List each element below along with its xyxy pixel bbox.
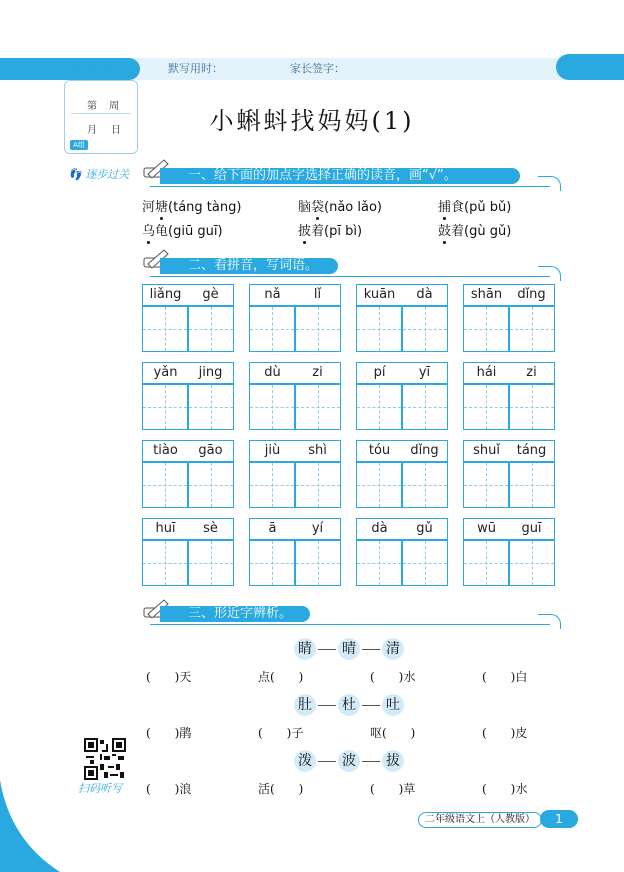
answer-blank[interactable]: ( )白 [482, 670, 528, 684]
answer-blank[interactable]: 活( ) [258, 782, 304, 796]
pinyin-syllable: ā [268, 521, 277, 536]
char-circle: 拔 [382, 750, 404, 772]
page-number: 1 [540, 810, 578, 828]
pinyin-row [463, 362, 555, 384]
book-label: 二年级语文上（人教版） [418, 812, 542, 828]
char-circle: 晴 [338, 638, 360, 660]
answer-blank[interactable]: ( )皮 [482, 726, 528, 740]
writing-box[interactable] [188, 462, 234, 508]
writing-box[interactable] [463, 540, 509, 586]
week-suffix: 周 [109, 101, 119, 112]
ring-dot [102, 66, 109, 73]
writing-box[interactable] [295, 462, 341, 508]
pinyin-row [356, 362, 448, 384]
char-circle: 泼 [294, 750, 316, 772]
pinyin-row [142, 362, 234, 384]
qr-code-icon[interactable] [84, 738, 126, 780]
pronunciation-item: 乌龟(giū guī) [142, 224, 223, 239]
writing-box[interactable] [402, 306, 448, 352]
pinyin-row [463, 440, 555, 462]
pinyin-syllable: shuǐ [473, 443, 500, 458]
writing-box[interactable] [509, 462, 555, 508]
pinyin-syllable: jing [198, 365, 223, 380]
pinyin-syllable: zi [526, 365, 537, 380]
pinyin-group [249, 518, 341, 590]
char-circle: 杜 [338, 694, 360, 716]
writing-box[interactable] [356, 306, 402, 352]
pinyin-group [356, 284, 448, 356]
writing-box[interactable] [509, 540, 555, 586]
writing-box[interactable] [356, 384, 402, 430]
char-circle: 睛 [294, 638, 316, 660]
similar-chars-row [294, 750, 404, 772]
char-circle: 吐 [382, 694, 404, 716]
char-circle: 波 [338, 750, 360, 772]
section2-rule [150, 276, 550, 278]
writing-box[interactable] [463, 306, 509, 352]
pinyin-group [463, 440, 555, 512]
pinyin-row [142, 440, 234, 462]
ring-dot [117, 66, 124, 73]
side-label [68, 166, 129, 182]
pinyin-syllable: sè [203, 521, 218, 536]
dotted-char: 披 [298, 224, 312, 239]
page-title: 小蝌蚪找妈妈(1) [209, 107, 415, 135]
section3-heading: 三、形近字辨析。 [160, 606, 310, 622]
pinyin-syllable: dǐng [410, 443, 439, 458]
answer-blank[interactable]: ( )天 [146, 670, 192, 684]
pronunciation-item: 捕食(pǔ bǔ) [438, 200, 512, 215]
section1-heading: 一、给下面的加点字选择正确的读音，画“√”。 [160, 168, 520, 184]
similar-chars-row [294, 638, 404, 660]
pinyin-group [356, 440, 448, 512]
pinyin-syllable: dù [264, 365, 281, 380]
pinyin-syllable: yí [311, 521, 324, 536]
pinyin-choice[interactable]: (táng tàng) [168, 200, 242, 215]
top-band-right-tab [556, 54, 624, 80]
writing-box[interactable] [142, 462, 188, 508]
answer-blank[interactable]: ( )子 [258, 726, 304, 740]
answer-blank[interactable]: ( )鹃 [146, 726, 192, 740]
pinyin-syllable: shì [308, 443, 327, 458]
pinyin-group [463, 362, 555, 434]
writing-box[interactable] [295, 306, 341, 352]
writing-box[interactable] [356, 462, 402, 508]
writing-box[interactable] [295, 384, 341, 430]
pinyin-group [249, 440, 341, 512]
writing-box[interactable] [249, 462, 295, 508]
writing-box[interactable] [356, 540, 402, 586]
section2-curve [538, 266, 561, 281]
pinyin-syllable: nǎ [264, 287, 281, 302]
writing-box[interactable] [188, 306, 234, 352]
pinyin-syllable: zi [312, 365, 323, 380]
pinyin-syllable: tóu [368, 443, 391, 458]
writing-box[interactable] [142, 540, 188, 586]
time-label: 默写用时： [168, 62, 223, 75]
pinyin-choice[interactable]: (nǎo lǎo) [324, 200, 382, 215]
pinyin-syllable: shān [470, 287, 503, 302]
pinyin-row [356, 518, 448, 540]
dotted-char: 乌 [142, 224, 156, 239]
pinyin-syllable: huī [155, 521, 176, 536]
pronunciation-item: 脑袋(nǎo lǎo) [298, 200, 382, 215]
answer-blank[interactable]: ( )水 [370, 670, 416, 684]
pinyin-choice[interactable]: (giū guī) [168, 224, 223, 239]
writing-box[interactable] [142, 306, 188, 352]
pinyin-syllable: lǐ [313, 287, 322, 302]
pinyin-syllable: wū [477, 521, 496, 536]
pinyin-syllable: dà [416, 287, 433, 302]
writing-box[interactable] [295, 540, 341, 586]
pinyin-group [142, 284, 234, 356]
pinyin-syllable: gāo [198, 443, 223, 458]
char-circle: 清 [382, 638, 404, 660]
month-label: 月 [87, 125, 97, 136]
pronunciation-item: 鼓着(gù gǔ) [438, 224, 512, 239]
signature-label: 家长签字： [290, 62, 345, 75]
writing-box[interactable] [188, 384, 234, 430]
writing-box[interactable] [249, 384, 295, 430]
char-circle: 肚 [294, 694, 316, 716]
pinyin-syllable: gè [202, 287, 219, 302]
ring-dot [87, 66, 94, 73]
pinyin-row [463, 518, 555, 540]
writing-box[interactable] [463, 462, 509, 508]
pinyin-row [249, 440, 341, 462]
pinyin-group [142, 440, 234, 512]
answer-blank[interactable]: 点( ) [258, 670, 304, 684]
writing-box[interactable] [402, 540, 448, 586]
writing-box[interactable] [463, 384, 509, 430]
answer-blank[interactable]: ( )水 [482, 782, 528, 796]
pinyin-syllable: dǐng [517, 287, 546, 302]
writing-box[interactable] [142, 384, 188, 430]
pinyin-row [463, 284, 555, 306]
pinyin-choice[interactable]: (pī bì) [324, 224, 363, 239]
section1-curve [538, 176, 561, 191]
section3-rule [150, 624, 550, 626]
writing-box[interactable] [402, 462, 448, 508]
pinyin-syllable: táng [516, 443, 547, 458]
pinyin-syllable: jiù [264, 443, 281, 458]
pinyin-syllable: gǔ [416, 521, 433, 536]
pinyin-row [249, 362, 341, 384]
pinyin-group [356, 362, 448, 434]
pinyin-syllable: kuān [363, 287, 396, 302]
pinyin-group [463, 284, 555, 356]
pinyin-row [356, 284, 448, 306]
pinyin-row [249, 518, 341, 540]
week-prefix: 第 [87, 101, 97, 112]
pinyin-group [249, 284, 341, 356]
pronunciation-item: 河塘(táng tàng) [142, 200, 242, 215]
writing-box[interactable] [188, 540, 234, 586]
pinyin-syllable: hái [476, 365, 497, 380]
pinyin-syllable: liǎng [149, 287, 182, 302]
day-label: 日 [111, 125, 121, 136]
pinyin-syllable: yī [418, 365, 431, 380]
similar-chars-row [294, 694, 404, 716]
pinyin-group [249, 362, 341, 434]
pinyin-syllable: yǎn [153, 365, 178, 380]
group-badge: A组 [70, 140, 88, 150]
answer-blank[interactable]: ( )浪 [146, 782, 192, 796]
pinyin-row [142, 284, 234, 306]
footprint-icon: 👣 [68, 168, 82, 181]
pinyin-group [463, 518, 555, 590]
pinyin-row [249, 284, 341, 306]
pinyin-group [142, 362, 234, 434]
answer-blank[interactable]: 呕( ) [370, 726, 416, 740]
section3-curve [538, 614, 561, 629]
pinyin-syllable: pí [373, 365, 386, 380]
qr-caption: 扫码听写 [78, 782, 122, 795]
pinyin-syllable: dà [371, 521, 388, 536]
pinyin-syllable: guī [521, 521, 542, 536]
pinyin-group [356, 518, 448, 590]
pinyin-choice[interactable]: (gù gǔ) [464, 224, 512, 239]
pinyin-row [356, 440, 448, 462]
corner-decoration [0, 780, 60, 872]
side-label-text: 逐步过关 [85, 168, 130, 181]
writing-box[interactable] [402, 384, 448, 430]
pinyin-group [142, 518, 234, 590]
section2-heading: 二、看拼音，写词语。 [160, 258, 338, 274]
writing-box[interactable] [249, 540, 295, 586]
section1-rule [150, 186, 550, 188]
writing-box[interactable] [509, 384, 555, 430]
writing-box[interactable] [249, 306, 295, 352]
pinyin-choice[interactable]: (pǔ bǔ) [464, 200, 512, 215]
dotted-char: 袋 [311, 200, 325, 215]
ring-dot [72, 66, 79, 73]
pinyin-row [142, 518, 234, 540]
dotted-char: 鼓 [438, 224, 452, 239]
answer-blank[interactable]: ( )草 [370, 782, 416, 796]
writing-box[interactable] [509, 306, 555, 352]
dotted-char: 塘 [155, 200, 169, 215]
pronunciation-item: 披着(pī bì) [298, 224, 363, 239]
pinyin-syllable: tiào [153, 443, 178, 458]
dotted-char: 捕 [438, 200, 452, 215]
